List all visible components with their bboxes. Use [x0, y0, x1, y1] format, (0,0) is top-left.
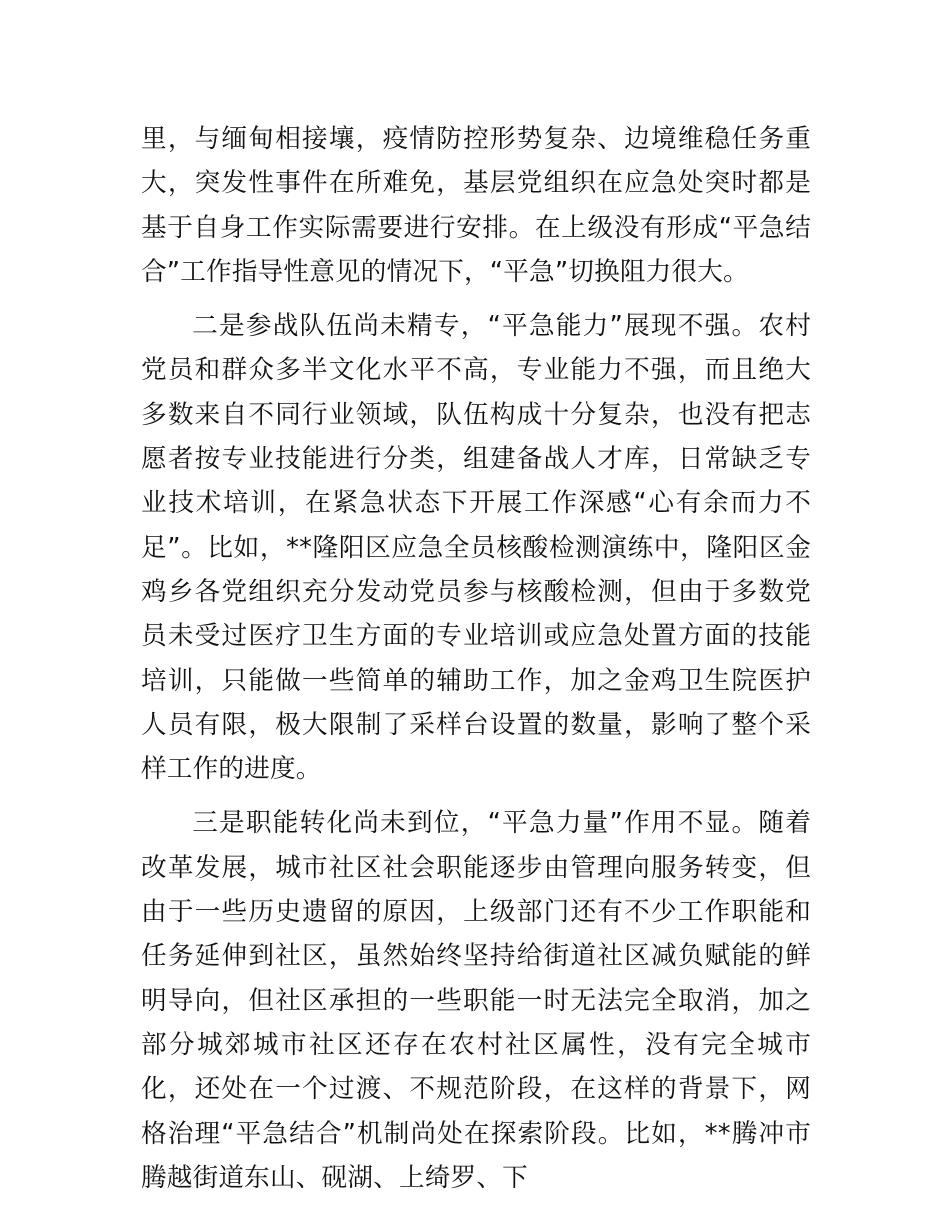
paragraph-continued: 里，与缅甸相接壤，疫情防控形势复杂、边境维稳任务重大，突发性事件在所难免，基层党组织在应急处突时都是基于自身工作实际需要进行安排。在上级没有形成“平急结合”工作指导性意见的情况下，“平急”切换阻力很大。: [141, 124, 811, 287]
paragraph-team-capability: 二是参战队伍尚未精专，“平急能力”展现不强。农村党员和群众多半文化水平不高，专业能力不强，而且绝大多数来自不同行业领域，队伍构成十分复杂，也没有把志愿者按专业技能进行分类，组建备战人才库，日常缺乏专业技术培训，在紧急状态下开展工作深感“心有余而力不足”。比如，**隆阳区应急全员核酸检测演练中，隆阳区金鸡乡各党组织充分发动党员参与核酸检测，但由于多数党员未受过医疗卫生方面的专业培训或应急处置方面的技能培训，只能做一些简单的辅助工作，加之金鸡卫生院医护人员有限，极大限制了采样台设置的数量，影响了整个采样工作的进度。: [141, 311, 811, 785]
paragraph-function-transition: 三是职能转化尚未到位，“平急力量”作用不显。随着改革发展，城市社区社会职能逐步由管理向服务转变，但由于一些历史遗留的原因，上级部门还有不少工作职能和任务延伸到社区，虽然始终坚持给街道社区减负赋能的鲜明导向，但社区承担的一些职能一时无法完全取消，加之部分城郊城市社区还存在农村社区属性，没有完全城市化，还处在一个过渡、不规范阶段，在这样的背景下，网格治理“平急结合”机制尚处在探索阶段。比如，**腾冲市腾越街道东山、砚湖、上绮罗、下: [141, 808, 811, 1193]
document-body: [141, 117, 811, 1210]
